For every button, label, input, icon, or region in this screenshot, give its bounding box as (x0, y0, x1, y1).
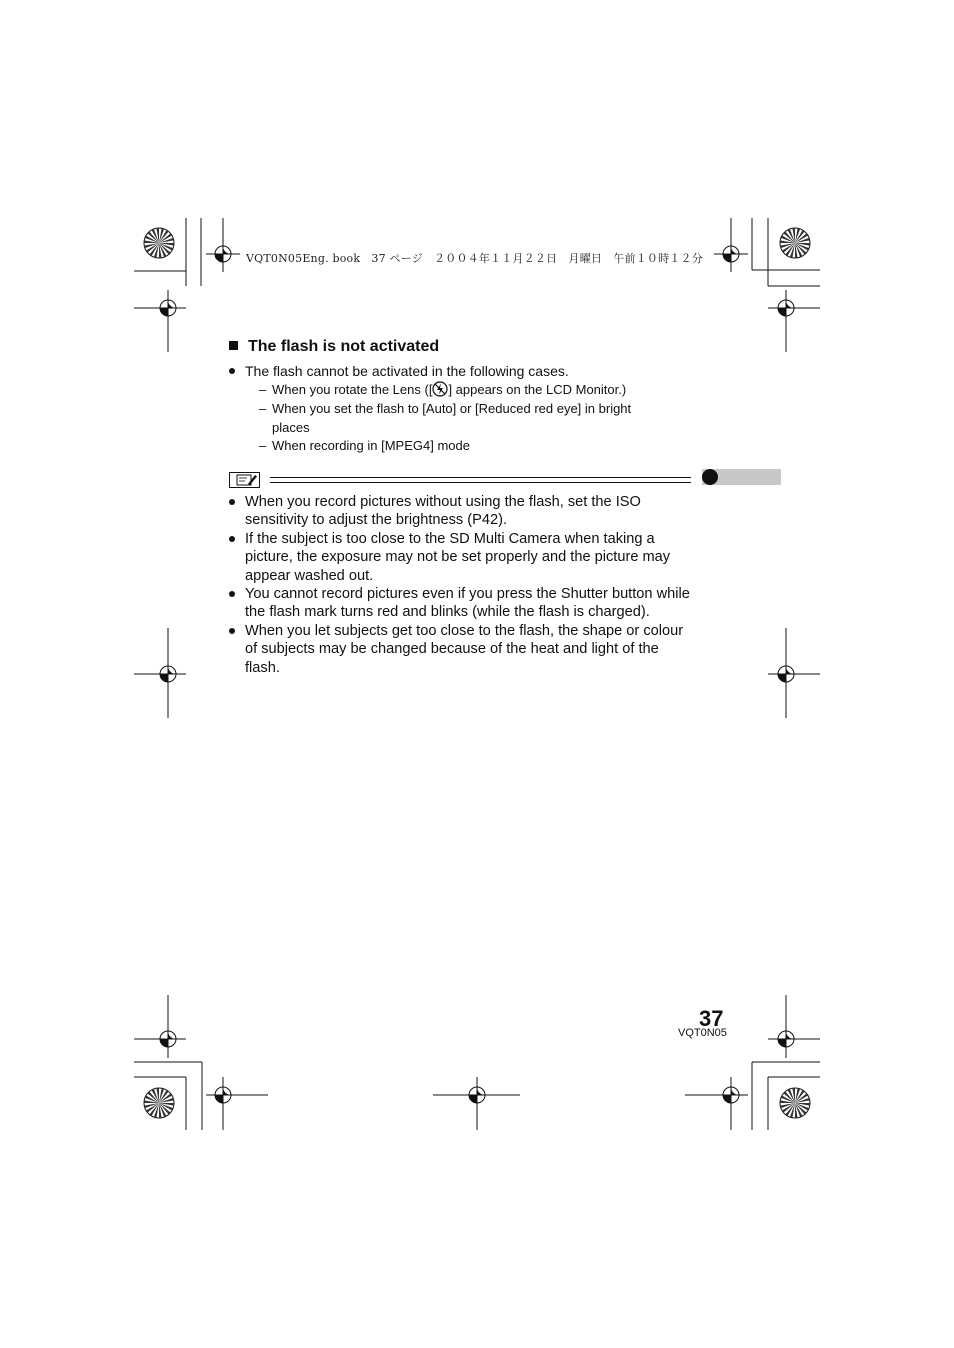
doc-code: VQT0N05 (678, 1027, 727, 1039)
note-line: If the subject is too close to the SD Multi Camera when taking a (245, 530, 655, 547)
case-text: When recording in [MPEG4] mode (272, 438, 470, 453)
case-text: When you rotate the Lens ([ (272, 382, 433, 397)
starburst-registration-icon (144, 228, 174, 258)
note-item (229, 622, 699, 677)
notes-list (229, 493, 699, 677)
crosshair-target (768, 995, 820, 1058)
starburst-registration-icon (780, 228, 810, 258)
note-line: appear washed out. (245, 567, 374, 584)
note-line: sensitivity to adjust the brightness (P42). (245, 512, 508, 529)
bullet-icon (229, 628, 235, 634)
bullet-icon (229, 499, 235, 505)
case-text: ] appears on the LCD Monitor.) (448, 382, 627, 397)
crosshair-target (134, 995, 186, 1058)
side-tab-dot (702, 469, 718, 485)
case-text: When you set the flash to [Auto] or [Reduced red eye] in bright (272, 401, 632, 416)
page-number: 37 (699, 1006, 724, 1031)
bullet-icon (229, 591, 235, 597)
crosshair-target (433, 1077, 520, 1130)
note-line: of subjects may be changed because of the heat and light of the (245, 641, 659, 658)
note-icon (229, 472, 260, 488)
flash-off-icon (432, 381, 448, 397)
crosshair-target (134, 628, 186, 718)
note-item (229, 530, 699, 585)
crosshair-target (714, 218, 748, 272)
crosshair-target (206, 218, 240, 272)
intro-line (229, 363, 569, 379)
bullet-icon (229, 368, 235, 374)
case-item: – When recording in [MPEG4] mode (259, 438, 470, 453)
starburst-registration-icon (144, 1088, 174, 1118)
crosshair-target (134, 290, 186, 352)
crosshair-target (768, 290, 820, 352)
section-title: The flash is not activated (248, 338, 440, 355)
note-line: When you record pictures without using the flash, set the ISO (245, 494, 641, 510)
square-bullet-icon (229, 341, 238, 350)
crosshair-target (685, 1077, 748, 1130)
note-divider (270, 482, 691, 483)
crosshair-target (768, 628, 820, 718)
note-divider (270, 477, 691, 478)
note-line: picture, the exposure may not be set properly and the picture may (245, 549, 671, 566)
print-header-line: VQT0N05Eng. book 37 ページ ２００４年１１月２２日 月曜日 午前１０時１２分 (246, 252, 703, 265)
case-item: – When you set the flash to [Auto] or [Reduced red eye] in bright places (259, 400, 631, 437)
bullet-icon (229, 536, 235, 542)
note-line: the flash mark turns red and blinks (while the flash is charged). (245, 604, 650, 621)
note-item (229, 493, 699, 530)
starburst-registration-icon (780, 1088, 810, 1118)
intro-text: The flash cannot be activated in the following cases. (245, 363, 569, 379)
case-text: places (272, 419, 310, 435)
case-item: – When you rotate the Lens ([ ] appears on the LCD Monitor.) (259, 382, 627, 397)
crosshair-target (206, 1077, 268, 1130)
note-line: When you let subjects get too close to the flash, the shape or colour (245, 622, 684, 639)
note-item (229, 585, 699, 622)
note-line: flash. (245, 659, 280, 676)
section-heading (229, 338, 439, 356)
note-line: You cannot record pictures even if you press the Shutter button while (245, 586, 690, 603)
